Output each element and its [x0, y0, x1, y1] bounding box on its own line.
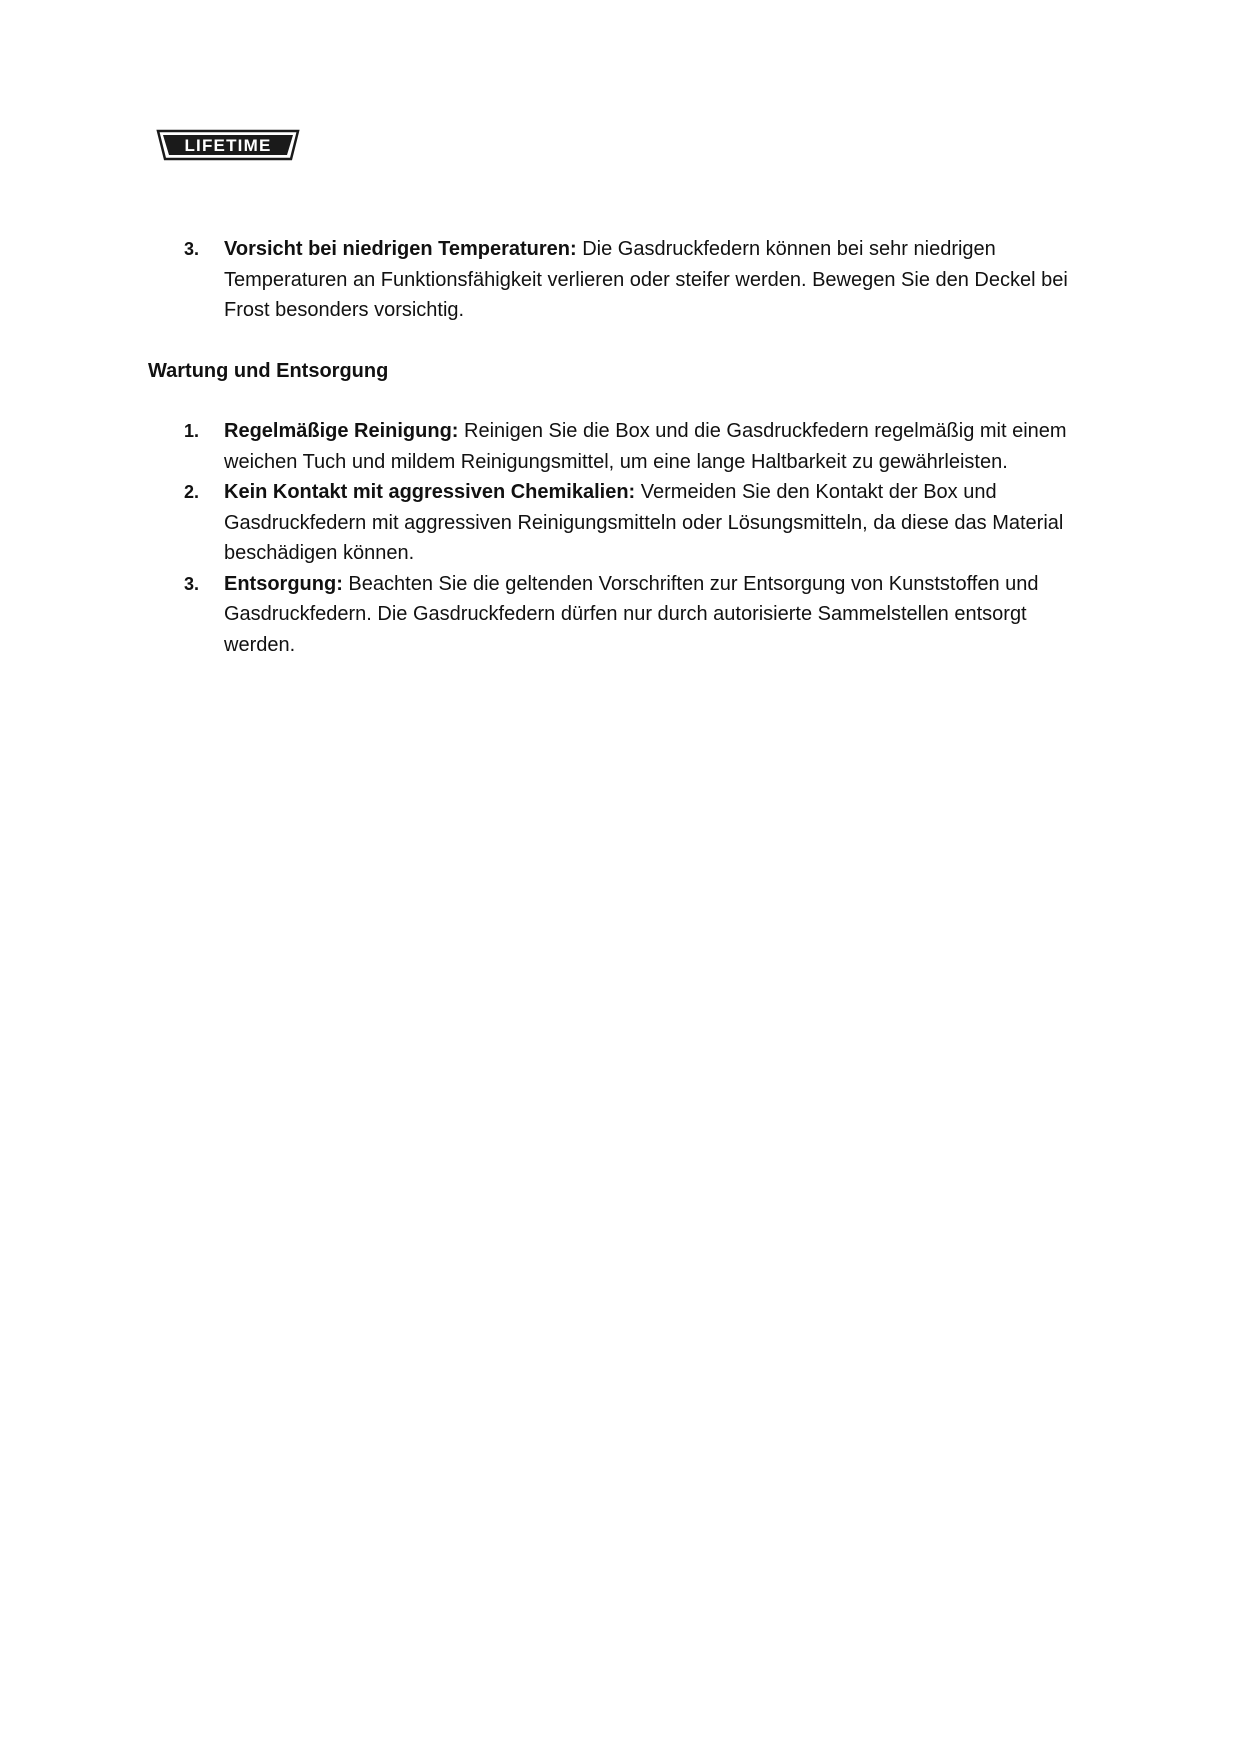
brand-logo — [154, 126, 302, 164]
maintenance-list — [148, 416, 1098, 660]
list-item — [148, 416, 1098, 477]
list-item-number: 3. — [184, 573, 200, 594]
document-body — [148, 234, 1098, 660]
list-item-text: Reinigen Sie die Box und die Gasdruckfedern regelmäßig mit einem weichen Tuch und mildem Reinigungsmittel, um eine lange Haltbarkeit zu gewährleisten. — [224, 420, 1067, 473]
list-item-title: Entsorgung: — [224, 572, 343, 595]
list-item-title: Kein Kontakt mit aggressiven Chemikalien: — [224, 481, 636, 503]
list-item-text: Vermeiden Sie den Kontakt der Box und Gasdruckfedern mit aggressiven Reinigungsmitteln oder Lösungsmitteln, da diese das Material beschädigen können. — [224, 481, 1064, 564]
list-item — [148, 234, 1098, 326]
logo-text: LIFETIME — [184, 136, 272, 155]
list-item — [148, 569, 1098, 661]
list-item-title: Vorsicht bei niedrigen Temperaturen: — [224, 238, 577, 260]
list-item-text: Die Gasdruckfedern können bei sehr niedrigen Temperaturen an Funktionsfähigkeit verlieren oder steifer werden. Bewegen Sie den Deckel bei Frost besonders vorsichtig. — [224, 238, 1068, 321]
section-heading: Wartung und Entsorgung — [148, 359, 389, 382]
list-item-number: 2. — [184, 482, 200, 502]
safety-list-continued — [148, 234, 1098, 326]
list-item-text: Beachten Sie die geltenden Vorschriften zur Entsorgung von Kunststoffen und Gasdruckfedern. Die Gasdruckfedern dürfen nur durch autorisierte Sammelstellen entsorgt werden. — [224, 572, 1039, 656]
list-item — [148, 477, 1098, 569]
list-item-title: Regelmäßige Reinigung: — [224, 420, 459, 442]
list-item-number: 3. — [184, 239, 200, 259]
list-item-number: 1. — [184, 421, 200, 441]
lifetime-logo-icon — [154, 126, 302, 164]
